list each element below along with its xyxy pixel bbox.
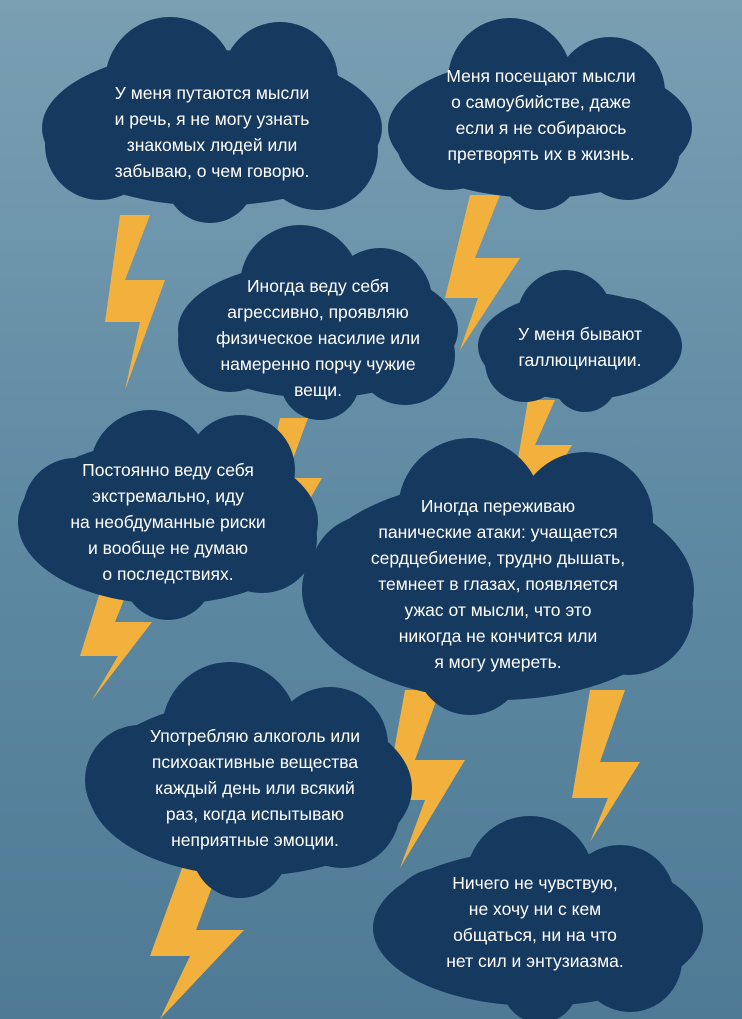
- cloud-text-aggression: Иногда веду себя агрессивно, проявляю физическое насилие или намеренно порчу чужие вещи.: [215, 276, 421, 400]
- cloud-text-apathy: Ничего не чувствую, не хочу ни с кем общаться, ни на что нет сил и энтузиазма.: [446, 873, 624, 971]
- cloud-text-hallucinations: У меня бывают галлюцинации.: [518, 324, 642, 370]
- cloud-text-panic-attacks: Иногда переживаю панические атаки: учащается сердцебиение, трудно дышать, темнеет в глазах, появляется ужас от мысли, что это никогда не кончится или я могу умереть.: [370, 496, 626, 672]
- lightning-bolt-icon: [572, 690, 640, 842]
- cloud-text-suicidal-thoughts: Меня посещают мысли о самоубийстве, даже если я не собираюсь претворять их в жизнь.: [446, 66, 636, 164]
- cloud-text-substance-use: Употребляю алкоголь или психоактивные вещества каждый день или всякий раз, когда испытываю неприятные эмоции.: [149, 726, 361, 850]
- lightning-bolt-icon: [105, 215, 165, 390]
- cloud-text-risk-taking: Постоянно веду себя экстремально, иду на необдуманные риски и вообще не думаю о последствиях.: [70, 460, 266, 584]
- cloud-text-confusion: У меня путаются мысли и речь, я не могу узнать знакомых людей или забываю, о чем говорю.: [114, 83, 310, 181]
